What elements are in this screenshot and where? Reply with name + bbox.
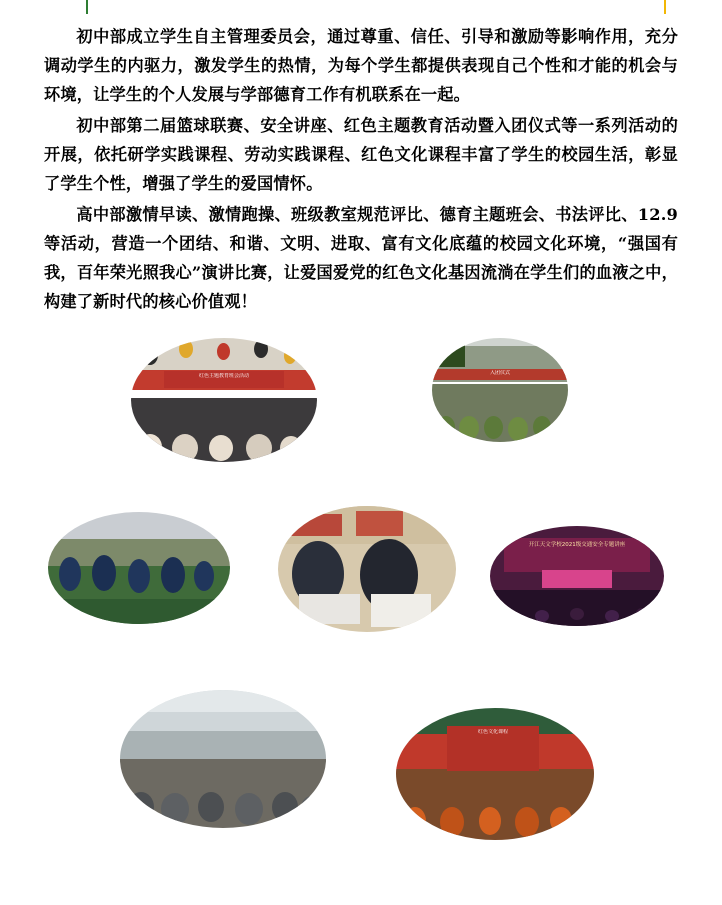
photo-auditorium-lecture: [490, 526, 664, 626]
photo-students-reading-aloud: [278, 506, 456, 632]
paragraph-1: 初中部成立学生自主管理委员会，通过尊重、信任、引导和激励等影响作用，充分调动学生的内驱力，激发学生的热情，为每个学生都提供表现自己个性和才能的机会与环境，让学生的个人发展与学部德育工作有机联系在一起。: [44, 27, 678, 104]
left-margin-rule: [86, 0, 88, 14]
photo-students-lining-up-track: [48, 512, 230, 624]
document-body: [44, 22, 678, 318]
photo-7-banner: 红色文化课程: [478, 729, 509, 736]
photo-classroom-group-activity: [120, 690, 326, 828]
photo-red-theme-classroom-activity: [396, 708, 594, 840]
paragraph-2: 初中部第二届篮球联赛、安全讲座、红色主题教育活动暨入团仪式等一系列活动的开展，依托研学实践课程、劳动实践课程、红色文化课程丰富了学生的校园生活，彰显了学生个性，增强了学生的爱国情怀。: [44, 116, 678, 193]
photo-5-banner: 开江天文学校2021级交通安全专题讲座: [528, 542, 626, 548]
photo-outdoor-ceremony-green-uniform: [432, 338, 568, 442]
photo-1-banner: 红色主题教育班会活动: [198, 373, 249, 380]
photo-2-banner: 入团仪式: [489, 370, 510, 377]
photo-indoor-assembly-balloons: [131, 338, 317, 462]
right-margin-rule: [664, 0, 666, 14]
page-top-rules: [0, 0, 722, 14]
photo-collage: [0, 330, 722, 890]
paragraph-3: 高中部激情早读、激情跑操、班级教室规范评比、德育主题班会、书法评比、12.9 等活动，营造一个团结、和谐、文明、进取、富有文化底蕴的校园文化环境，“强国有我，百年荣光照我心”演讲比赛，让爱国爱党的红色文化基因流淌在学生们的血液之中，构建了新时代的核心价值观！: [44, 205, 678, 311]
